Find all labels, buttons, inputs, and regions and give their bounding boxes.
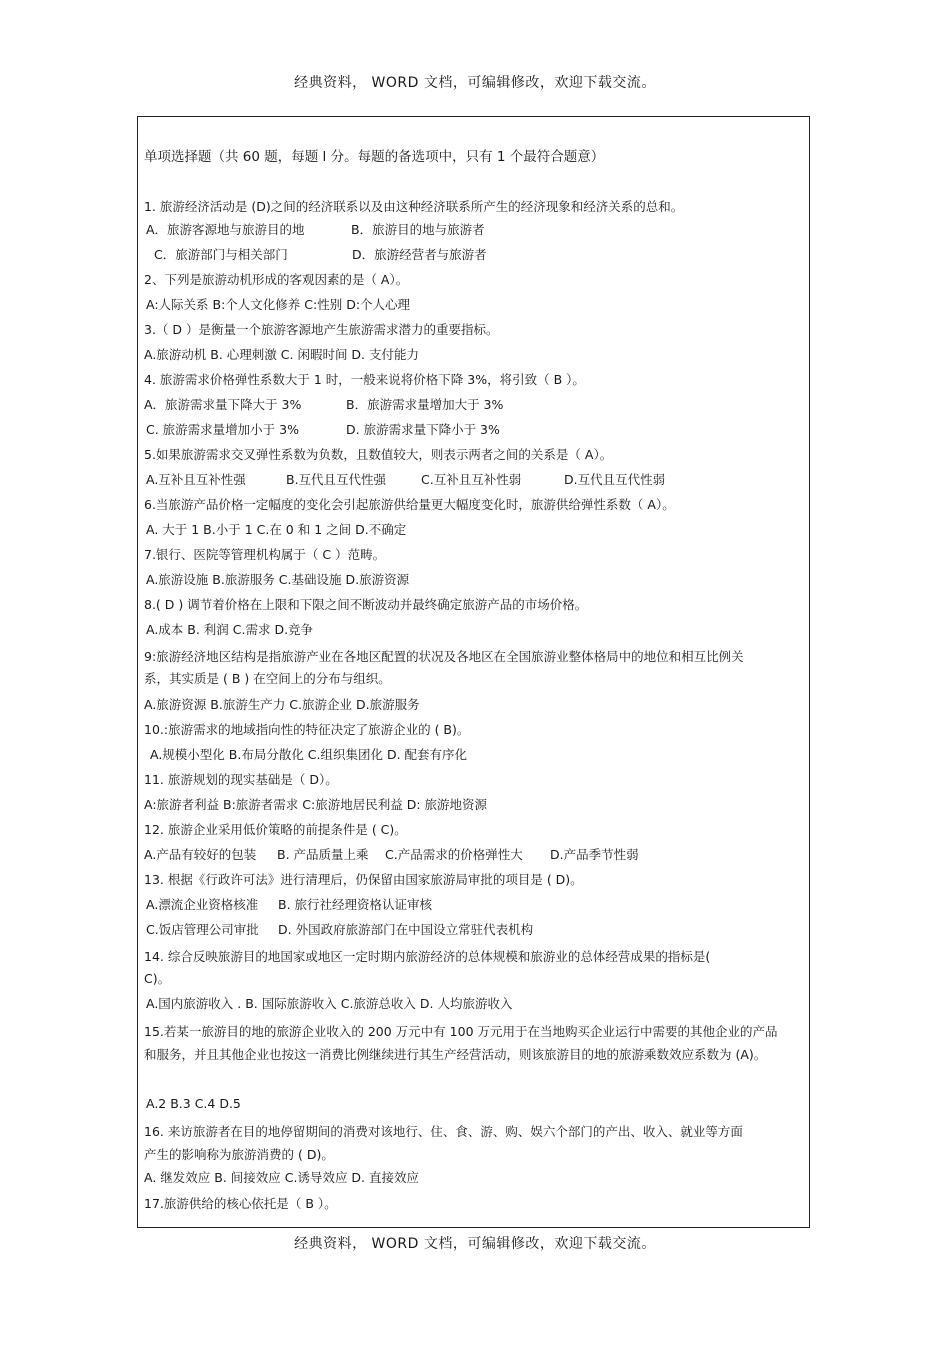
question-14: 14. 综合反映旅游目的地国家或地区一定时期内旅游经济的总体规模和旅游业的总体经营成果的指标是( C)。 bbox=[144, 949, 711, 986]
question-1-options-row2 bbox=[154, 246, 487, 264]
question-15: 15.若某一旅游目的地的旅游企业收入的 200 万元中有 100 万元用于在当地购买企业运行中需要的其他企业的产品和服务，并且其他企业也按这一消费比例继续进行其生产经营活动，则该旅游目的地的旅游乘数效应系数为 (A)。 bbox=[144, 1024, 778, 1062]
option: C.饭店管理公司审批 bbox=[146, 922, 259, 937]
question-3: 3.（ D ）是衡量一个旅游客源地产生旅游需求潜力的重要指标。 bbox=[144, 322, 499, 337]
question-4-options-row1 bbox=[144, 396, 503, 414]
question-13-options-row2 bbox=[146, 921, 533, 939]
option: C.互补且互补性弱 bbox=[421, 472, 522, 487]
question-1-options-row1 bbox=[146, 221, 485, 239]
option: D. 外国政府旅游部门在中国设立常驻代表机构 bbox=[278, 922, 534, 937]
question-9: 9:旅游经济地区结构是指旅游产业在各地区配置的状况及各地区在全国旅游业整体格局中的地位和相互比例关系，其实质是 ( B ) 在空间上的分布与组织。 bbox=[144, 649, 744, 686]
question-1: 1. 旅游经济活动是 (D)之间的经济联系以及由这种经济联系所产生的经济现象和经济关系的总和。 bbox=[144, 199, 684, 214]
option: B.互代且互代性强 bbox=[286, 472, 387, 487]
option: C.产品需求的价格弹性大 bbox=[385, 847, 523, 862]
question-9-options: A.旅游资源 B.旅游生产力 C.旅游企业 D.旅游服务 bbox=[144, 697, 420, 712]
header-banner: 经典资料， WORD 文档，可编辑修改，欢迎下载交流。 bbox=[294, 75, 656, 91]
question-4: 4. 旅游需求价格弹性系数大于 1 时，一般来说将价格下降 3%，将引致（ B ）。 bbox=[144, 372, 585, 387]
footer-banner: 经典资料， WORD 文档，可编辑修改，欢迎下载交流。 bbox=[294, 1236, 656, 1252]
option: C. 旅游需求量增加小于 3% bbox=[146, 422, 299, 437]
question-14-options: A.国内旅游收入 . B. 国际旅游收入 C.旅游总收入 D. 人均旅游收入 bbox=[146, 996, 513, 1011]
question-5-options bbox=[146, 471, 665, 489]
question-11-options: A:旅游者利益 B:旅游者需求 C:旅游地居民利益 D: 旅游地资源 bbox=[144, 797, 488, 812]
question-3-options: A.旅游动机 B. 心理刺激 C. 闲暇时间 D. 支付能力 bbox=[144, 347, 419, 362]
question-12-options bbox=[144, 846, 639, 864]
question-17: 17.旅游供给的核心依托是（ B ）。 bbox=[144, 1196, 337, 1211]
question-4-options-row2 bbox=[146, 421, 500, 439]
question-7-options: A.旅游设施 B.旅游服务 C.基础设施 D.旅游资源 bbox=[146, 572, 410, 587]
question-7: 7.银行、医院等管理机构属于（ C ）范畴。 bbox=[144, 547, 386, 562]
option: D.互代且互代性弱 bbox=[564, 472, 666, 487]
question-16-options: A. 继发效应 B. 间接效应 C.诱导效应 D. 直接效应 bbox=[144, 1170, 419, 1185]
option: D．旅游经营者与旅游者 bbox=[352, 247, 487, 262]
option: A.互补且互补性强 bbox=[146, 472, 246, 487]
option: D.产品季节性弱 bbox=[550, 847, 639, 862]
option: A．旅游客源地与旅游目的地 bbox=[146, 222, 305, 237]
question-6: 6.当旅游产品价格一定幅度的变化会引起旅游供给量更大幅度变化时，旅游供给弹性系数（ A）。 bbox=[144, 497, 675, 512]
option: A．旅游需求量下降大于 3% bbox=[144, 397, 302, 412]
question-2-options: A:人际关系 B:个人文化修养 C:性别 D:个人心理 bbox=[146, 297, 411, 312]
option: A.漂流企业资格核准 bbox=[146, 897, 259, 912]
question-8: 8.( D ) 调节着价格在上限和下限之间不断波动并最终确定旅游产品的市场价格。 bbox=[144, 597, 588, 612]
question-12: 12. 旅游企业采用低价策略的前提条件是 ( C)。 bbox=[144, 822, 407, 837]
option: C．旅游部门与相关部门 bbox=[154, 247, 288, 262]
option: B．旅游需求量增加大于 3% bbox=[346, 397, 504, 412]
question-6-options: A. 大于 1 B.小于 1 C.在 0 和 1 之间 D.不确定 bbox=[146, 522, 407, 537]
question-10-options: A.规模小型化 B.布局分散化 C.组织集团化 D. 配套有序化 bbox=[150, 747, 468, 762]
section-intro: 单项选择题（共 60 题，每题 l 分。每题的备选项中，只有 1 个最符合题意） bbox=[144, 149, 605, 165]
question-5: 5.如果旅游需求交叉弹性系数为负数，且数值较大，则表示两者之间的关系是（ A）。 bbox=[144, 447, 613, 462]
question-13: 13. 根据《行政许可法》进行清理后，仍保留由国家旅游局审批的项目是 ( D)。 bbox=[144, 872, 583, 887]
question-11: 11. 旅游规划的现实基础是（ D）。 bbox=[144, 772, 338, 787]
question-8-options: A.成本 B. 利润 C.需求 D.竞争 bbox=[146, 622, 314, 637]
option: B. 旅行社经理资格认证审核 bbox=[278, 897, 433, 912]
question-13-options-row1 bbox=[146, 896, 432, 914]
question-2: 2、下列是旅游动机形成的客观因素的是（ A）。 bbox=[144, 272, 409, 287]
question-16: 16. 来访旅游者在目的地停留期间的消费对该地行、住、食、游、购、娱六个部门的产出、收入、就业等方面产生的影响称为旅游消费的 ( D)。 bbox=[144, 1124, 743, 1162]
option: A.产品有较好的包装 bbox=[144, 847, 257, 862]
question-10: 10.:旅游需求的地域指向性的特征决定了旅游企业的 ( B)。 bbox=[144, 722, 470, 737]
option: D. 旅游需求量下降小于 3% bbox=[346, 422, 500, 437]
question-15-options: A.2 B.3 C.4 D.5 bbox=[146, 1096, 241, 1111]
option: B．旅游目的地与旅游者 bbox=[351, 222, 485, 237]
option: B. 产品质量上乘 bbox=[277, 847, 369, 862]
